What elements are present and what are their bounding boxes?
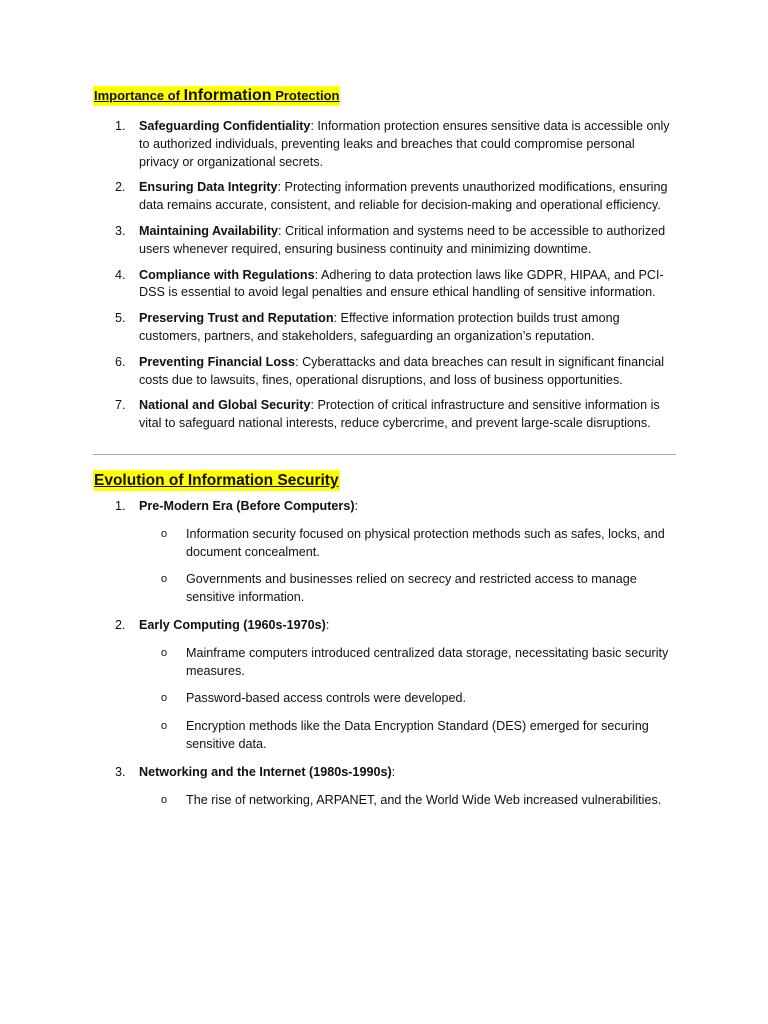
- section-heading-evolution: Evolution of Information Security: [94, 471, 339, 489]
- item-term: Maintaining Availability: [139, 223, 279, 238]
- item-term: Safeguarding Confidentiality: [139, 119, 311, 133]
- bullet-circle-icon: o: [161, 793, 168, 806]
- heading-part: Protection: [271, 88, 340, 103]
- list-item: [93, 223, 676, 259]
- section-importance: [93, 86, 676, 433]
- list-item: [93, 118, 676, 171]
- bullet-text: Governments and businesses relied on secrecy and restricted access to manage sensitive information.: [186, 572, 637, 605]
- bullet-item: [93, 571, 676, 607]
- item-term: Ensuring Data Integrity: [139, 180, 278, 195]
- bullet-item: [93, 526, 676, 562]
- section-heading-importance: [93, 86, 340, 106]
- era-bullets: [93, 526, 676, 607]
- list-item: [93, 179, 676, 215]
- list-item: [93, 354, 676, 390]
- item-number: 7.: [115, 398, 126, 413]
- era-item: [93, 617, 676, 754]
- heading-part: Information: [183, 87, 272, 104]
- importance-list: [93, 118, 676, 433]
- era-suffix: :: [325, 617, 330, 632]
- bullet-item: [93, 792, 676, 810]
- section-evolution: [93, 470, 676, 809]
- item-text: : Protecting information prevents unauthorized modifications, ensuring data remains accurate, consistent, and reliable for decision-making and operational efficiency.: [139, 180, 668, 213]
- bullet-circle-icon: o: [161, 646, 168, 659]
- bullet-text: Mainframe computers introduced centralized data storage, necessitating basic security measures.: [186, 645, 669, 678]
- item-text: : Protection of critical infrastructure and sensitive information is vital to safeguard national interests, reduce cybercrime, and prevent large-scale disruptions.: [139, 398, 660, 431]
- era-number: 2.: [115, 617, 126, 632]
- item-term: Compliance with Regulations: [139, 267, 315, 282]
- item-text: : Critical information and systems need to be accessible to authorized users whenever required, ensuring business continuity and minimizing downtime.: [139, 223, 666, 256]
- bullet-text: Encryption methods like the Data Encryption Standard (DES) emerged for securing sensitive data.: [186, 719, 649, 751]
- bullet-item: [93, 718, 676, 754]
- era-item: [93, 764, 676, 810]
- bullet-circle-icon: o: [161, 692, 168, 705]
- heading-part: Importance of: [94, 88, 184, 103]
- era-number: 1.: [115, 498, 126, 513]
- era-title: Pre-Modern Era (Before Computers): [139, 498, 355, 513]
- era-title: Networking and the Internet (1980s-1990s): [139, 764, 392, 779]
- era-title: Early Computing (1960s-1970s): [139, 617, 326, 632]
- item-term: Preventing Financial Loss: [139, 354, 296, 369]
- bullet-circle-icon: o: [161, 527, 168, 540]
- list-item: [93, 267, 676, 303]
- item-number: 6.: [115, 354, 126, 369]
- era-number: 3.: [115, 764, 126, 779]
- bullet-item: [93, 690, 676, 708]
- document-page: [93, 86, 676, 809]
- era-bullets: [93, 645, 676, 754]
- item-number: 5.: [115, 311, 126, 326]
- item-text: : Cyberattacks and data breaches can result in significant financial costs due to lawsuits, fines, operational disruptions, and loss of business opportunities.: [139, 354, 664, 387]
- era-bullets: [93, 792, 676, 810]
- item-number: 2.: [115, 180, 126, 195]
- item-text: : Information protection ensures sensitive data is accessible only to authorized individuals, preventing leaks and breaches that could compromise personal privacy or organizational secrets.: [139, 119, 670, 169]
- item-number: 3.: [115, 223, 126, 238]
- item-term: Preserving Trust and Reputation: [139, 311, 334, 326]
- era-suffix: :: [391, 764, 396, 779]
- bullet-text: The rise of networking, ARPANET, and the World Wide Web increased vulnerabilities.: [186, 792, 662, 807]
- bullet-circle-icon: o: [161, 720, 168, 733]
- bullet-text: Password-based access controls were developed.: [186, 691, 467, 706]
- item-number: 4.: [115, 267, 126, 282]
- evolution-list: [93, 498, 676, 809]
- era-suffix: :: [354, 498, 359, 513]
- bullet-text: Information security focused on physical protection methods such as safes, locks, and document concealment.: [186, 526, 665, 559]
- item-number: 1.: [115, 119, 126, 133]
- item-term: National and Global Security: [139, 398, 311, 413]
- bullet-circle-icon: o: [161, 573, 168, 586]
- item-text: : Effective information protection builds trust among customers, partners, and stakeholders, safeguarding an organization’s reputation.: [139, 311, 620, 343]
- list-item: [93, 397, 676, 433]
- item-text: : Adhering to data protection laws like GDPR, HIPAA, and PCI-DSS is essential to avoid legal penalties and ensure ethical handling of sensitive information.: [139, 267, 664, 300]
- bullet-item: [93, 645, 676, 681]
- list-item: [93, 310, 676, 346]
- horizontal-divider: [93, 454, 676, 455]
- era-item: [93, 498, 676, 607]
